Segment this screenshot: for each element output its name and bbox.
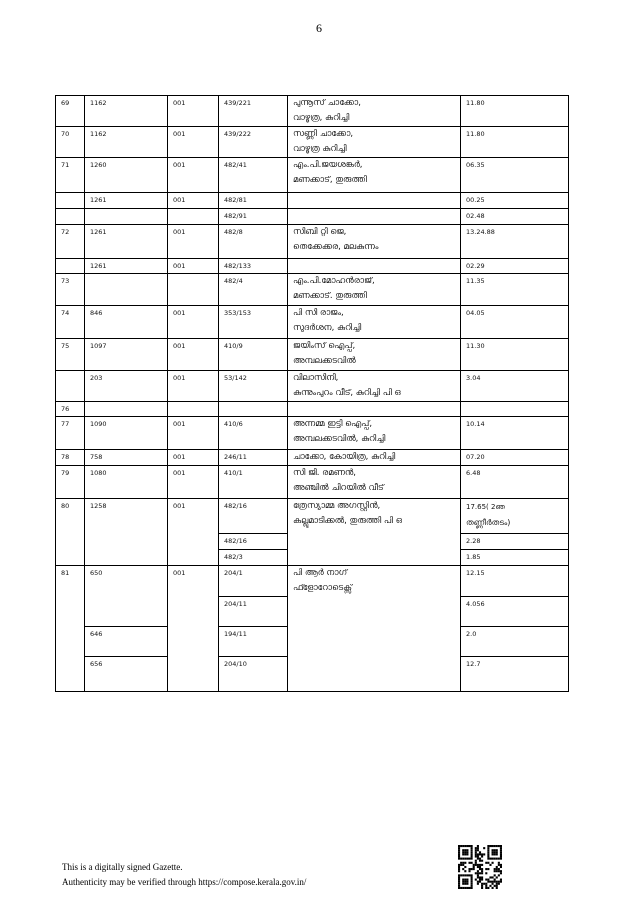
serial-number: 73 (56, 274, 85, 306)
owner-details (288, 127, 461, 158)
extent-note: തണ്ണീർതടം) (466, 518, 511, 527)
land-details-table (55, 95, 569, 692)
table-row (56, 306, 569, 339)
owner-address: വാഴൂത്ര, കുറിച്ചി (293, 113, 350, 123)
verification-note: Authenticity may be verified through https://compose.kerala.gov.in/ (62, 877, 307, 887)
owner-details (288, 193, 461, 209)
table-row (56, 96, 569, 127)
resurvey-number: 410/1 (219, 466, 288, 499)
extent: 1.85 (461, 550, 569, 566)
owner-address: മണക്കാട്. തുരുത്തി (293, 291, 367, 301)
block-number: 001 (168, 158, 219, 193)
extent: 10.14 (461, 417, 569, 450)
table-row (56, 339, 569, 371)
table-row (56, 466, 569, 499)
serial-number: 79 (56, 466, 85, 499)
resurvey-number: 246/11 (219, 450, 288, 466)
survey-number: 656 (85, 657, 168, 692)
owner-details (288, 499, 461, 566)
resurvey-number: 482/16 (219, 534, 288, 550)
owner-address: സുദർശന, കുറിച്ചി (293, 323, 362, 333)
block-number: 001 (168, 371, 219, 402)
resurvey-number: 482/91 (219, 209, 288, 225)
serial-number: 74 (56, 306, 85, 339)
table-row (56, 193, 569, 209)
owner-address: മണക്കാട്, തുരുത്തി (293, 175, 367, 185)
resurvey-number: 204/11 (219, 597, 288, 627)
serial-number: 77 (56, 417, 85, 450)
qr-code (458, 845, 502, 889)
owner-name: ജയിംസ് ഐപ്പ്, (293, 341, 356, 351)
owner-name: എം.പി.മോഹൻരാജ്, (293, 276, 375, 286)
extent: 2.28 (461, 534, 569, 550)
table-row (56, 402, 569, 417)
table-row (56, 371, 569, 402)
survey-number: 1261 (85, 193, 168, 209)
block-number: 001 (168, 339, 219, 371)
serial-number (56, 193, 85, 209)
serial-number: 71 (56, 158, 85, 193)
owner-address: അമ്പലക്കടവിൽ (293, 356, 356, 366)
extent: 13.24.88 (461, 225, 569, 259)
table-row (56, 450, 569, 466)
serial-number: 72 (56, 225, 85, 259)
survey-number: 1162 (85, 127, 168, 158)
survey-number: 646 (85, 627, 168, 657)
resurvey-number: 194/11 (219, 627, 288, 657)
table-row (56, 209, 569, 225)
resurvey-number: 482/41 (219, 158, 288, 193)
survey-number: 758 (85, 450, 168, 466)
resurvey-number: 53/142 (219, 371, 288, 402)
block-number: 001 (168, 96, 219, 127)
qr-code-icon (458, 845, 502, 889)
survey-number: 203 (85, 371, 168, 402)
table-row (56, 259, 569, 274)
extent: 11.30 (461, 339, 569, 371)
serial-number: 70 (56, 127, 85, 158)
owner-address: കുന്നുംപുറം വീട്, കുറിച്ചി പി ഒ (293, 388, 401, 398)
survey-number: 1260 (85, 158, 168, 193)
block-number: 001 (168, 193, 219, 209)
serial-number (56, 259, 85, 274)
page-number: 6 (316, 21, 322, 35)
owner-details (288, 96, 461, 127)
serial-number: 76 (56, 402, 85, 417)
owner-name: പുന്നൂസ് ചാക്കോ, (293, 98, 361, 108)
resurvey-number (219, 402, 288, 417)
resurvey-number: 410/9 (219, 339, 288, 371)
serial-number: 75 (56, 339, 85, 371)
owner-address: കല്ലുമാടിക്കൽ, തുരുത്തി പി ഒ (293, 516, 402, 526)
owner-address: വാഴൂത്ര കുറിച്ചി (293, 144, 347, 154)
owner-name: എം.പി.ജയശങ്കർ, (293, 160, 363, 170)
owner-address: ഫ്ളോറോടെക്സ് (293, 583, 353, 593)
serial-number (56, 371, 85, 402)
survey-number: 1090 (85, 417, 168, 450)
survey-number (85, 209, 168, 225)
owner-name: ചാക്കോ, കോയിത്ര, കുറിച്ചി (293, 452, 396, 462)
extent: 02.48 (461, 209, 569, 225)
owner-name: പി ആർ നാഗ് (293, 568, 348, 578)
extent: 3.04 (461, 371, 569, 402)
serial-number: 81 (56, 566, 85, 692)
extent: 12.15 (461, 566, 569, 597)
owner-name: സി ജി. രമണൻ, (293, 468, 357, 478)
resurvey-number: 353/153 (219, 306, 288, 339)
block-number: 001 (168, 127, 219, 158)
block-number: 001 (168, 417, 219, 450)
survey-number (85, 402, 168, 417)
footer-note (62, 860, 306, 890)
extent: 2.0 (461, 627, 569, 657)
serial-number: 78 (56, 450, 85, 466)
extent: 11.80 (461, 96, 569, 127)
table-row (56, 274, 569, 306)
block-number: 001 (168, 306, 219, 339)
owner-details (288, 371, 461, 402)
table-row (56, 566, 569, 597)
owner-name: സിബി റ്റി ജെ, (293, 227, 347, 237)
extent: 00.25 (461, 193, 569, 209)
block-number: 001 (168, 466, 219, 499)
owner-details (288, 209, 461, 225)
owner-details (288, 274, 461, 306)
owner-details (288, 259, 461, 274)
owner-details (288, 402, 461, 417)
survey-number: 1080 (85, 466, 168, 499)
resurvey-number: 482/133 (219, 259, 288, 274)
serial-number: 80 (56, 499, 85, 566)
extent: 12.7 (461, 657, 569, 692)
block-number (168, 209, 219, 225)
owner-name: ത്രേസ്യാമ്മ അഗസ്റ്റിൻ, (293, 501, 381, 511)
extent: 06.35 (461, 158, 569, 193)
block-number: 001 (168, 566, 219, 692)
digital-signature-note: This is a digitally signed Gazette. (62, 862, 183, 872)
block-number (168, 274, 219, 306)
owner-details (288, 417, 461, 450)
survey-number: 650 (85, 566, 168, 627)
extent (461, 402, 569, 417)
survey-number: 1261 (85, 225, 168, 259)
extent: 11.35 (461, 274, 569, 306)
serial-number: 69 (56, 96, 85, 127)
survey-number (85, 274, 168, 306)
owner-address: അഞ്ചിൽ ചിറയിൽ വീട് (293, 483, 384, 493)
table-row (56, 225, 569, 259)
block-number: 001 (168, 499, 219, 566)
owner-details (288, 466, 461, 499)
serial-number (56, 209, 85, 225)
owner-name: വിലാസിനി, (293, 373, 339, 383)
resurvey-number: 204/1 (219, 566, 288, 597)
extent-value: 17.65( 2ഞ (466, 503, 505, 511)
resurvey-number: 439/222 (219, 127, 288, 158)
owner-name: സണ്ണി ചാക്കോ, (293, 129, 354, 139)
table-row (56, 127, 569, 158)
table-row (56, 499, 569, 534)
resurvey-number: 482/4 (219, 274, 288, 306)
table-row (56, 417, 569, 450)
block-number: 001 (168, 259, 219, 274)
survey-number: 1162 (85, 96, 168, 127)
table-row (56, 158, 569, 193)
resurvey-number: 410/6 (219, 417, 288, 450)
resurvey-number: 439/221 (219, 96, 288, 127)
extent (461, 499, 569, 534)
owner-name: അന്നമ്മ ഇട്ടി ഐപ്പ്, (293, 419, 373, 429)
owner-details (288, 306, 461, 339)
owner-address: അമ്പലക്കടവിൽ, കുറിച്ചി (293, 434, 386, 444)
survey-number: 1097 (85, 339, 168, 371)
resurvey-number: 482/3 (219, 550, 288, 566)
survey-number: 1258 (85, 499, 168, 566)
block-number (168, 402, 219, 417)
owner-details (288, 225, 461, 259)
resurvey-number: 204/10 (219, 657, 288, 692)
extent: 4.056 (461, 597, 569, 627)
survey-number: 1261 (85, 259, 168, 274)
owner-details (288, 339, 461, 371)
extent: 04.05 (461, 306, 569, 339)
extent: 07.20 (461, 450, 569, 466)
extent: 02.29 (461, 259, 569, 274)
block-number: 001 (168, 225, 219, 259)
survey-number: 846 (85, 306, 168, 339)
extent: 6.48 (461, 466, 569, 499)
extent: 11.80 (461, 127, 569, 158)
block-number: 001 (168, 450, 219, 466)
resurvey-number: 482/8 (219, 225, 288, 259)
resurvey-number: 482/81 (219, 193, 288, 209)
owner-details (288, 158, 461, 193)
owner-details (288, 566, 461, 692)
owner-name: പി സി രാജം, (293, 308, 344, 318)
owner-details (288, 450, 461, 466)
owner-address: തെക്കേക്കര, മലകുന്നം (293, 242, 379, 252)
resurvey-number: 482/16 (219, 499, 288, 534)
